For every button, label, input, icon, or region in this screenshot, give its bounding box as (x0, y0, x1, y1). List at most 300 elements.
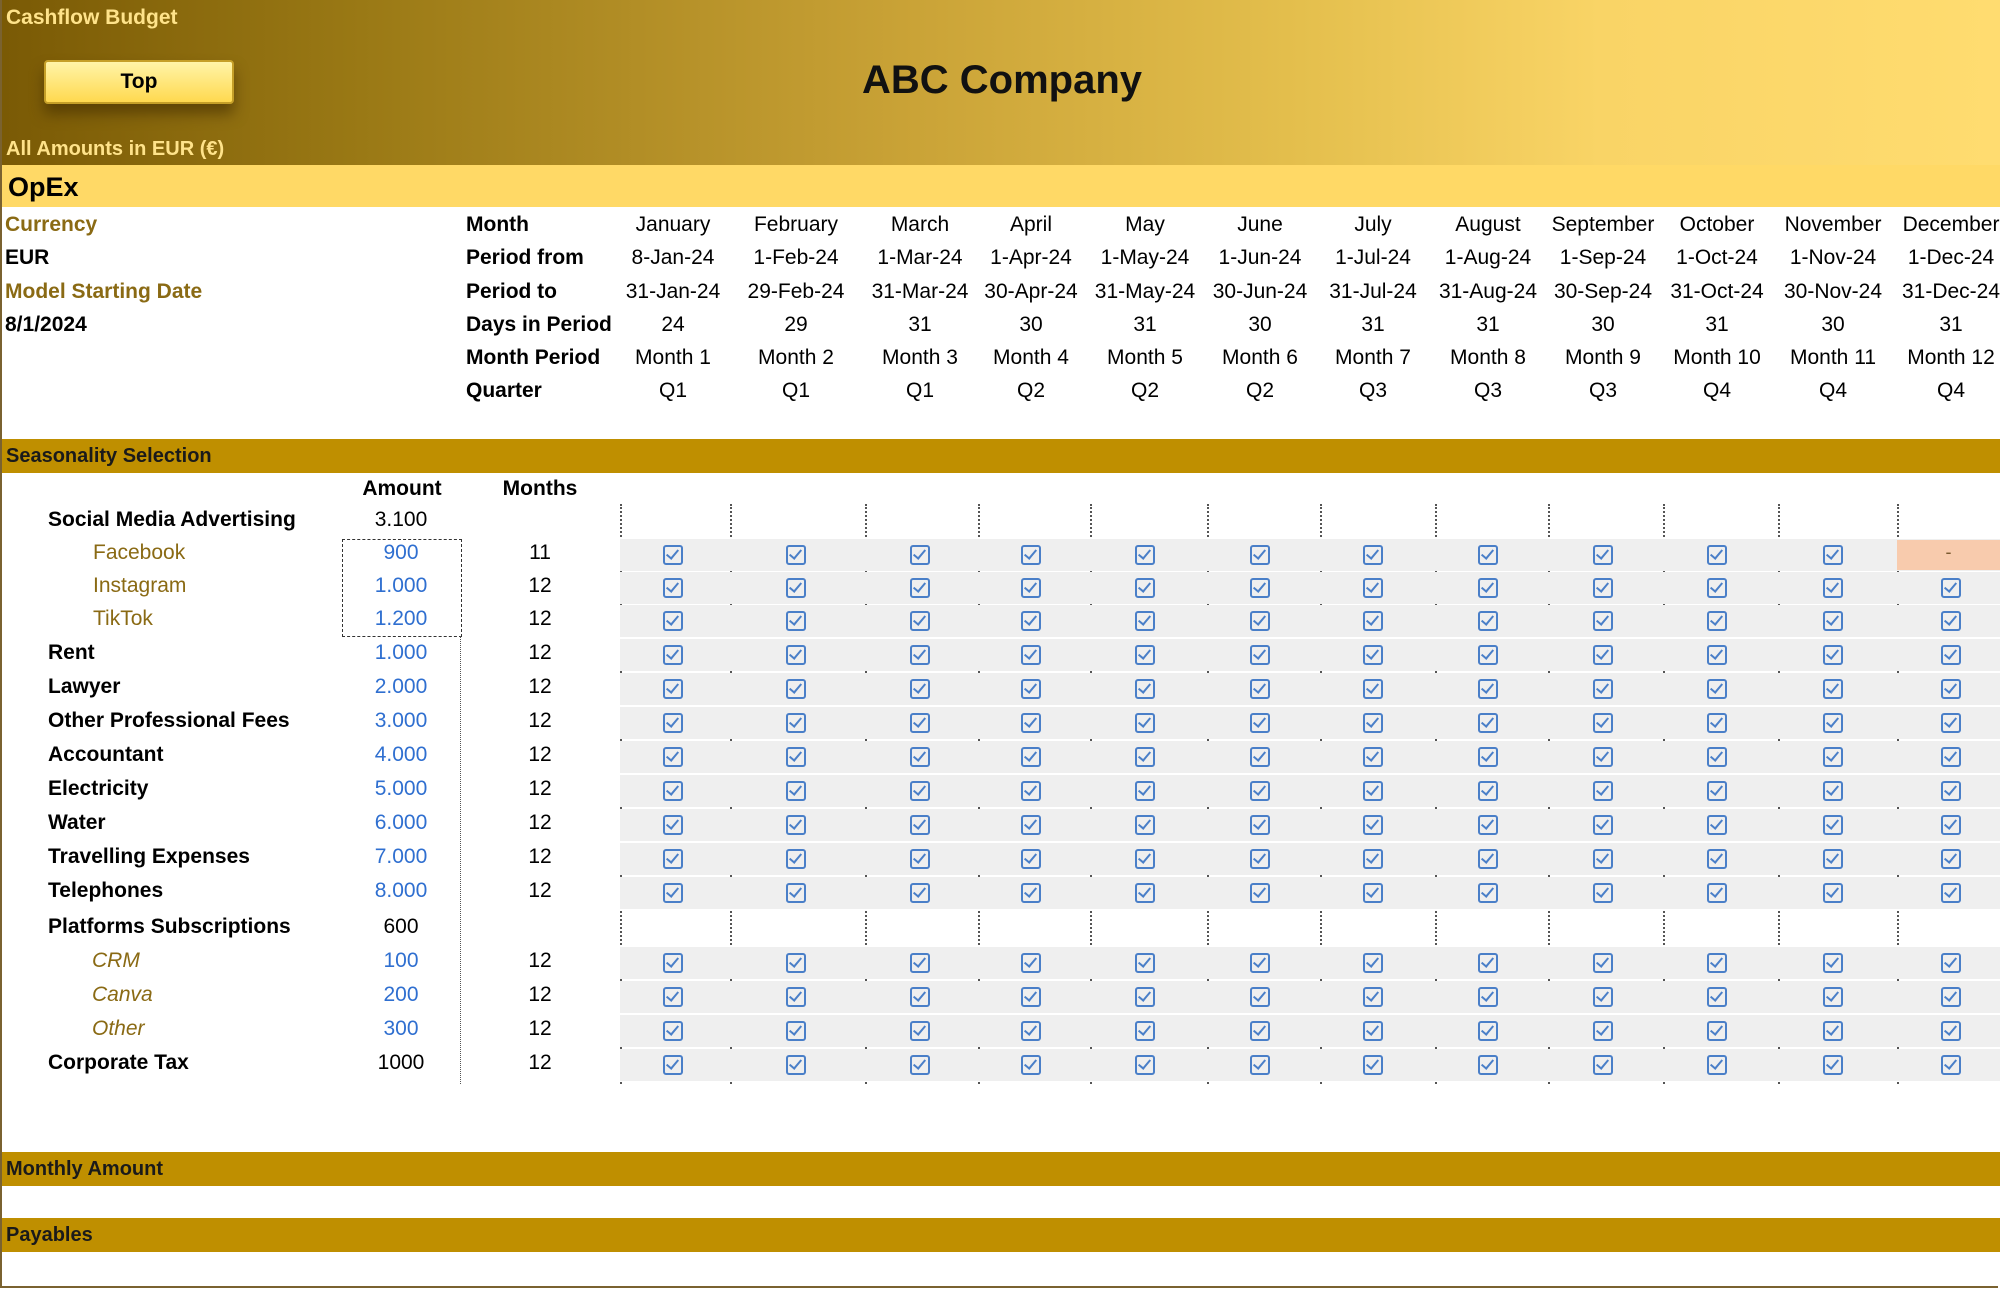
month-checkbox[interactable] (1823, 987, 1843, 1007)
month-checkbox[interactable] (1250, 815, 1270, 835)
period-cell-q: Q2 (1016, 379, 1045, 402)
month-checkbox[interactable] (1707, 611, 1727, 631)
month-checkbox[interactable] (1941, 679, 1961, 699)
month-checkbox[interactable] (910, 578, 930, 598)
month-checkbox[interactable] (1707, 713, 1727, 733)
month-checkbox[interactable] (1135, 1021, 1155, 1041)
expense-months: 12 (528, 709, 552, 732)
period-cell-name: March (890, 213, 950, 236)
period-row-label: Month Period (466, 346, 601, 369)
month-checkbox[interactable] (1941, 611, 1961, 631)
month-checkbox[interactable] (1135, 611, 1155, 631)
row-background (620, 877, 2000, 909)
month-checkbox[interactable] (1941, 815, 1961, 835)
month-checkbox[interactable] (1941, 953, 1961, 973)
period-cell-period: Month 1 (635, 346, 711, 369)
month-checkbox[interactable] (1478, 987, 1498, 1007)
expense-months: 12 (528, 675, 552, 698)
month-checkbox[interactable] (786, 611, 806, 631)
month-checkbox[interactable] (1135, 849, 1155, 869)
period-row-label: Quarter (466, 379, 542, 402)
month-checkbox[interactable] (1135, 645, 1155, 665)
month-checkbox[interactable] (1135, 545, 1155, 565)
month-checkbox[interactable] (1707, 883, 1727, 903)
month-checkbox[interactable] (1250, 747, 1270, 767)
month-checkbox[interactable] (1707, 815, 1727, 835)
period-cell-name: August (1455, 213, 1521, 236)
month-checkbox[interactable] (1593, 781, 1613, 801)
month-checkbox[interactable] (1363, 883, 1383, 903)
month-checkbox[interactable] (1021, 849, 1041, 869)
period-cell-name: May (1125, 213, 1165, 236)
payables-section-bar (2, 1218, 2000, 1252)
month-checkbox[interactable] (1135, 713, 1155, 733)
expense-label: Electricity (48, 777, 149, 800)
month-checkbox[interactable] (663, 953, 683, 973)
month-checkbox[interactable] (663, 849, 683, 869)
month-checkbox[interactable] (910, 953, 930, 973)
month-checkbox[interactable] (910, 713, 930, 733)
month-checkbox[interactable] (1021, 679, 1041, 699)
month-checkbox[interactable] (1593, 611, 1613, 631)
month-checkbox[interactable] (1021, 545, 1041, 565)
month-checkbox[interactable] (1478, 781, 1498, 801)
month-checkbox[interactable] (1823, 611, 1843, 631)
expense-amount[interactable]: 5.000 (374, 777, 428, 800)
amount-column-border (460, 636, 461, 1084)
month-checkbox[interactable] (1250, 611, 1270, 631)
month-checkbox[interactable] (786, 747, 806, 767)
month-checkbox[interactable] (1478, 578, 1498, 598)
month-checkbox[interactable] (1021, 815, 1041, 835)
month-checkbox[interactable] (1250, 781, 1270, 801)
month-checkbox[interactable] (910, 883, 930, 903)
month-checkbox[interactable] (1135, 987, 1155, 1007)
month-checkbox[interactable] (1250, 849, 1270, 869)
month-checkbox[interactable] (1707, 1055, 1727, 1075)
expense-amount[interactable]: 7.000 (374, 845, 428, 868)
month-checkbox[interactable] (1363, 953, 1383, 973)
month-checkbox[interactable] (786, 1055, 806, 1075)
month-checkbox[interactable] (1021, 883, 1041, 903)
expense-months: 12 (528, 1051, 552, 1074)
unchecked-marker: - (1945, 542, 1952, 562)
month-checkbox[interactable] (786, 713, 806, 733)
month-checkbox[interactable] (1363, 578, 1383, 598)
month-checkbox[interactable] (1135, 883, 1155, 903)
period-cell-to: 31-Jan-24 (625, 280, 721, 303)
month-checkbox[interactable] (1250, 578, 1270, 598)
month-checkbox[interactable] (1135, 1055, 1155, 1075)
month-checkbox[interactable] (1363, 679, 1383, 699)
expense-amount[interactable]: 900 (383, 541, 419, 564)
month-checkbox[interactable] (1363, 781, 1383, 801)
month-checkbox[interactable] (1941, 1055, 1961, 1075)
month-checkbox[interactable] (1823, 849, 1843, 869)
period-cell-days: 30 (1821, 313, 1845, 336)
expense-months: 12 (528, 574, 552, 597)
period-cell-from: 1-Dec-24 (1907, 246, 1995, 269)
month-checkbox[interactable] (663, 1055, 683, 1075)
month-checkbox[interactable] (1250, 987, 1270, 1007)
month-checkbox[interactable] (1593, 1021, 1613, 1041)
month-checkbox[interactable] (663, 781, 683, 801)
period-cell-to: 30-Nov-24 (1783, 280, 1883, 303)
month-checkbox[interactable] (1823, 781, 1843, 801)
month-checkbox[interactable] (786, 781, 806, 801)
month-checkbox[interactable] (910, 545, 930, 565)
expense-months: 11 (529, 541, 551, 564)
month-checkbox[interactable] (1021, 953, 1041, 973)
month-checkbox[interactable] (1021, 1055, 1041, 1075)
month-checkbox[interactable] (910, 645, 930, 665)
period-cell-from: 1-Jul-24 (1335, 246, 1411, 269)
month-checkbox[interactable] (1823, 883, 1843, 903)
expense-label: Travelling Expenses (48, 845, 250, 868)
month-checkbox[interactable] (910, 849, 930, 869)
month-checkbox[interactable] (1135, 781, 1155, 801)
month-checkbox[interactable] (1707, 953, 1727, 973)
expense-amount[interactable]: 200 (383, 983, 419, 1006)
expense-label: Facebook (93, 541, 186, 564)
month-checkbox[interactable] (1250, 1055, 1270, 1075)
month-checkbox[interactable] (1941, 747, 1961, 767)
row-background (620, 639, 2000, 671)
payables-title: Payables (6, 1224, 93, 1246)
month-checkbox[interactable] (1135, 578, 1155, 598)
month-checkbox[interactable] (1363, 1055, 1383, 1075)
month-checkbox[interactable] (663, 883, 683, 903)
top-button[interactable]: Top (44, 60, 234, 104)
month-checkbox[interactable] (786, 645, 806, 665)
month-checkbox[interactable] (1593, 987, 1613, 1007)
period-cell-q: Q3 (1473, 379, 1502, 402)
period-cell-q: Q4 (1818, 379, 1847, 402)
month-checkbox[interactable] (1478, 611, 1498, 631)
month-checkbox[interactable] (1707, 747, 1727, 767)
month-checkbox[interactable] (1135, 747, 1155, 767)
expense-amount[interactable]: 1.200 (374, 607, 428, 630)
month-checkbox[interactable] (1823, 815, 1843, 835)
month-checkbox[interactable] (1941, 781, 1961, 801)
month-checkbox[interactable] (1478, 883, 1498, 903)
period-cell-name: December (1902, 213, 2000, 236)
period-cell-to: 30-Apr-24 (984, 280, 1078, 303)
expense-amount[interactable]: 1.000 (374, 574, 428, 597)
month-checkbox[interactable] (1593, 679, 1613, 699)
month-checkbox[interactable] (1941, 883, 1961, 903)
month-checkbox[interactable] (1941, 1021, 1961, 1041)
month-checkbox[interactable] (1823, 1021, 1843, 1041)
month-checkbox[interactable] (1363, 815, 1383, 835)
period-cell-q: Q4 (1936, 379, 1965, 402)
expense-label: Rent (48, 641, 95, 664)
month-checkbox[interactable] (1363, 747, 1383, 767)
expense-amount[interactable]: 100 (383, 949, 419, 972)
period-cell-days: 30 (1019, 313, 1043, 336)
period-cell-from: 1-May-24 (1100, 246, 1190, 269)
period-cell-from: 1-Nov-24 (1789, 246, 1877, 269)
company-name: ABC Company (861, 58, 1143, 102)
row-background (620, 947, 2000, 979)
sheet-header (2, 0, 2000, 165)
expense-months: 12 (528, 777, 552, 800)
period-cell-days: 30 (1591, 313, 1615, 336)
month-checkbox[interactable] (1250, 713, 1270, 733)
month-checkbox[interactable] (1478, 849, 1498, 869)
month-checkbox[interactable] (663, 611, 683, 631)
period-cell-period: Month 7 (1335, 346, 1411, 369)
row-background (620, 843, 2000, 875)
row-background (620, 1049, 2000, 1081)
month-checkbox[interactable] (1250, 953, 1270, 973)
period-cell-period: Month 8 (1450, 346, 1526, 369)
month-checkbox[interactable] (1593, 747, 1613, 767)
period-cell-period: Month 5 (1107, 346, 1183, 369)
period-cell-to: 31-Oct-24 (1670, 280, 1764, 303)
month-checkbox[interactable] (1593, 849, 1613, 869)
period-cell-period: Month 6 (1222, 346, 1298, 369)
month-checkbox[interactable] (1593, 713, 1613, 733)
expense-label: Social Media Advertising (48, 508, 296, 531)
month-checkbox[interactable] (1478, 545, 1498, 565)
period-cell-period: Month 3 (882, 346, 958, 369)
month-checkbox[interactable] (1021, 713, 1041, 733)
month-checkbox[interactable] (1250, 679, 1270, 699)
expense-amount[interactable]: 1.000 (374, 641, 428, 664)
expense-label: Telephones (48, 879, 164, 902)
expense-amount[interactable]: 8.000 (374, 879, 428, 902)
month-checkbox[interactable] (1250, 545, 1270, 565)
expense-amount[interactable]: 4.000 (374, 743, 428, 766)
month-checkbox[interactable] (1707, 545, 1727, 565)
expense-months: 12 (528, 983, 552, 1006)
start-date-value[interactable]: 8/1/2024 (5, 313, 87, 336)
period-cell-from: 1-Apr-24 (990, 246, 1072, 269)
month-checkbox[interactable] (1478, 1055, 1498, 1075)
expense-amount[interactable]: 3.000 (374, 709, 428, 732)
month-checkbox[interactable] (663, 1021, 683, 1041)
month-checkbox[interactable] (663, 987, 683, 1007)
period-row-label: Month (466, 213, 529, 236)
months-header: Months (502, 477, 578, 500)
period-cell-to: 31-Mar-24 (871, 280, 969, 303)
month-checkbox[interactable] (663, 713, 683, 733)
month-checkbox[interactable] (910, 1055, 930, 1075)
month-checkbox[interactable] (1021, 611, 1041, 631)
period-cell-q: Q1 (658, 379, 687, 402)
period-cell-period: Month 2 (758, 346, 834, 369)
month-checkbox[interactable] (1021, 781, 1041, 801)
month-checkbox[interactable] (1823, 679, 1843, 699)
month-checkbox[interactable] (786, 815, 806, 835)
period-cell-to: 31-May-24 (1094, 280, 1196, 303)
expense-amount[interactable]: 300 (383, 1017, 419, 1040)
period-cell-from: 1-Aug-24 (1444, 246, 1532, 269)
month-checkbox[interactable] (1593, 953, 1613, 973)
month-checkbox[interactable] (910, 815, 930, 835)
month-checkbox[interactable] (663, 815, 683, 835)
expense-amount: 600 (383, 915, 419, 938)
month-checkbox[interactable] (1135, 815, 1155, 835)
month-checkbox[interactable] (1478, 713, 1498, 733)
month-checkbox[interactable] (1478, 815, 1498, 835)
month-checkbox[interactable] (1941, 987, 1961, 1007)
month-checkbox[interactable] (786, 545, 806, 565)
month-checkbox[interactable] (786, 849, 806, 869)
unchecked-month-cell[interactable] (1897, 540, 2000, 570)
month-checkbox[interactable] (663, 578, 683, 598)
month-checkbox[interactable] (786, 987, 806, 1007)
period-cell-to: 31-Jul-24 (1329, 280, 1417, 303)
start-date-label: Model Starting Date (5, 280, 203, 303)
amount-header: Amount (362, 477, 442, 500)
month-checkbox[interactable] (1363, 545, 1383, 565)
period-cell-to: 31-Dec-24 (1901, 280, 2000, 303)
month-checkbox[interactable] (1707, 1021, 1727, 1041)
period-cell-to: 31-Aug-24 (1438, 280, 1538, 303)
month-checkbox[interactable] (1593, 883, 1613, 903)
month-checkbox[interactable] (1823, 747, 1843, 767)
selected-amount-range (342, 539, 462, 637)
month-checkbox[interactable] (786, 578, 806, 598)
month-checkbox[interactable] (1593, 545, 1613, 565)
expense-months: 12 (528, 641, 552, 664)
period-cell-from: 1-Sep-24 (1559, 246, 1647, 269)
month-checkbox[interactable] (1478, 1021, 1498, 1041)
expense-amount[interactable]: 6.000 (374, 811, 428, 834)
month-checkbox[interactable] (1478, 645, 1498, 665)
period-cell-from: 1-Mar-24 (877, 246, 963, 269)
month-checkbox[interactable] (1941, 578, 1961, 598)
month-checkbox[interactable] (786, 679, 806, 699)
month-checkbox[interactable] (910, 611, 930, 631)
expense-amount[interactable]: 2.000 (374, 675, 428, 698)
period-cell-q: Q1 (781, 379, 810, 402)
month-checkbox[interactable] (786, 1021, 806, 1041)
month-checkbox[interactable] (1250, 645, 1270, 665)
month-checkbox[interactable] (910, 747, 930, 767)
month-checkbox[interactable] (1707, 849, 1727, 869)
month-checkbox[interactable] (663, 747, 683, 767)
month-checkbox[interactable] (1707, 679, 1727, 699)
currency-label: Currency (5, 213, 98, 236)
period-cell-days: 31 (1476, 313, 1500, 336)
row-background (620, 741, 2000, 773)
month-checkbox[interactable] (1363, 713, 1383, 733)
period-cell-period: Month 10 (1673, 346, 1761, 369)
month-checkbox[interactable] (786, 953, 806, 973)
month-checkbox[interactable] (1135, 679, 1155, 699)
month-checkbox[interactable] (1478, 747, 1498, 767)
expense-months: 12 (528, 607, 552, 630)
month-checkbox[interactable] (910, 679, 930, 699)
month-checkbox[interactable] (1707, 987, 1727, 1007)
period-cell-q: Q2 (1245, 379, 1274, 402)
month-checkbox[interactable] (1707, 578, 1727, 598)
month-checkbox[interactable] (1707, 781, 1727, 801)
month-checkbox[interactable] (1250, 1021, 1270, 1041)
row-background (620, 673, 2000, 705)
month-checkbox[interactable] (1593, 578, 1613, 598)
month-checkbox[interactable] (1593, 645, 1613, 665)
period-cell-period: Month 12 (1907, 346, 1995, 369)
month-checkbox[interactable] (1021, 578, 1041, 598)
month-checkbox[interactable] (1941, 849, 1961, 869)
month-checkbox[interactable] (910, 781, 930, 801)
month-checkbox[interactable] (1823, 953, 1843, 973)
period-cell-to: 29-Feb-24 (747, 280, 845, 303)
period-cell-q: Q3 (1588, 379, 1617, 402)
period-cell-days: 31 (1133, 313, 1157, 336)
month-checkbox[interactable] (1823, 1055, 1843, 1075)
amounts-note: All Amounts in EUR (€) (6, 138, 225, 160)
seasonality-title: Seasonality Selection (6, 445, 212, 467)
expense-label: CRM (92, 949, 140, 972)
month-checkbox[interactable] (1021, 645, 1041, 665)
opex-title: OpEx (8, 172, 79, 202)
month-checkbox[interactable] (1363, 611, 1383, 631)
month-checkbox[interactable] (786, 883, 806, 903)
sheet-title: Cashflow Budget (6, 6, 178, 29)
month-checkbox[interactable] (1823, 645, 1843, 665)
month-checkbox[interactable] (663, 645, 683, 665)
period-cell-days: 24 (661, 313, 685, 336)
month-checkbox[interactable] (1823, 578, 1843, 598)
period-cell-days: 31 (908, 313, 932, 336)
month-checkbox[interactable] (1478, 679, 1498, 699)
period-cell-period: Month 9 (1565, 346, 1641, 369)
expense-label: Instagram (93, 574, 187, 597)
month-checkbox[interactable] (910, 1021, 930, 1041)
seasonality-section-bar (2, 439, 2000, 473)
expense-amount: 1000 (377, 1051, 425, 1074)
month-checkbox[interactable] (1135, 953, 1155, 973)
expense-label: Platforms Subscriptions (48, 915, 291, 938)
month-checkbox[interactable] (1823, 713, 1843, 733)
period-cell-days: 31 (1361, 313, 1385, 336)
expense-months: 12 (528, 949, 552, 972)
month-checkbox[interactable] (1250, 883, 1270, 903)
month-checkbox[interactable] (1593, 1055, 1613, 1075)
currency-value[interactable]: EUR (5, 246, 50, 269)
month-checkbox[interactable] (1707, 645, 1727, 665)
month-checkbox[interactable] (663, 545, 683, 565)
month-checkbox[interactable] (1941, 645, 1961, 665)
month-checkbox[interactable] (1478, 953, 1498, 973)
period-cell-from: 1-Oct-24 (1676, 246, 1758, 269)
month-checkbox[interactable] (1941, 713, 1961, 733)
month-checkbox[interactable] (1021, 1021, 1041, 1041)
row-background (620, 605, 2000, 637)
month-checkbox[interactable] (1363, 987, 1383, 1007)
month-checkbox[interactable] (1593, 815, 1613, 835)
month-checkbox[interactable] (1021, 987, 1041, 1007)
month-checkbox[interactable] (910, 987, 930, 1007)
expense-amount: 3.100 (374, 508, 428, 531)
row-background (620, 1015, 2000, 1047)
month-checkbox[interactable] (663, 679, 683, 699)
month-checkbox[interactable] (1363, 849, 1383, 869)
row-background (620, 809, 2000, 841)
month-checkbox[interactable] (1363, 645, 1383, 665)
month-checkbox[interactable] (1363, 1021, 1383, 1041)
monthly-amount-title: Monthly Amount (6, 1158, 164, 1180)
period-cell-from: 1-Feb-24 (753, 246, 839, 269)
month-checkbox[interactable] (1021, 747, 1041, 767)
month-checkbox[interactable] (1823, 545, 1843, 565)
expense-months: 12 (528, 845, 552, 868)
